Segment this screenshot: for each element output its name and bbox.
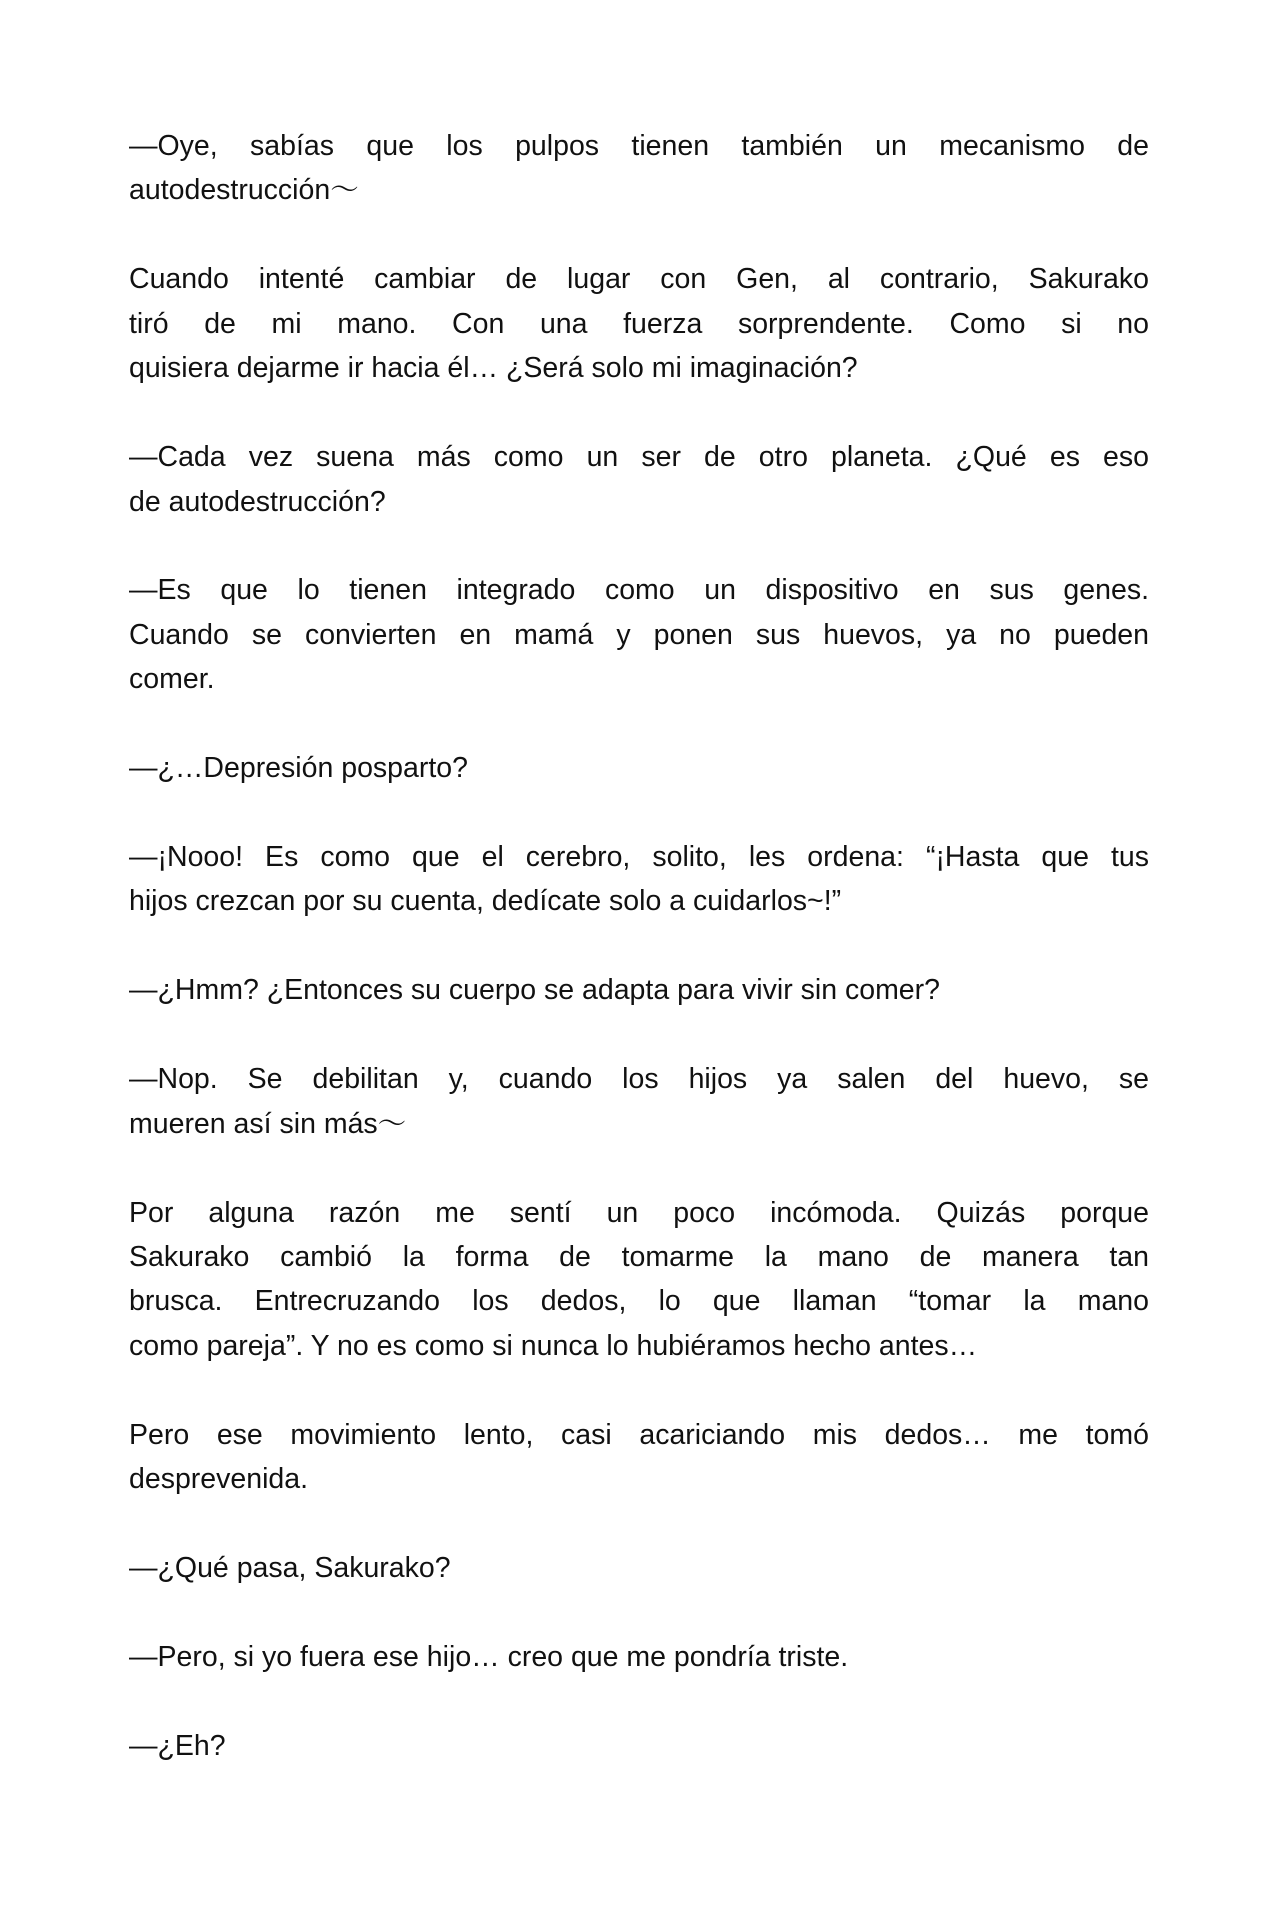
paragraph-3 (129, 435, 1149, 524)
text-line: tiró de mi mano. Con una fuerza sorprendente. Como si no (129, 307, 1149, 340)
paragraph-8 (129, 1057, 1149, 1146)
paragraph-11 (129, 1546, 1149, 1590)
paragraph-9 (129, 1191, 1149, 1369)
text-line: desprevenida. (129, 1463, 309, 1496)
text-line: hijos crezcan por su cuenta, dedícate solo a cuidarlos~!” (129, 885, 842, 918)
paragraph-12 (129, 1635, 1149, 1679)
paragraph-4 (129, 568, 1149, 701)
text-line: Pero ese movimiento lento, casi acariciando mis dedos… me tomó (129, 1418, 1149, 1451)
text-line: —Cada vez suena más como un ser de otro planeta. ¿Qué es eso (129, 441, 1149, 474)
paragraph-13 (129, 1724, 1149, 1768)
text-line: brusca. Entrecruzando los dedos, lo que llaman “tomar la mano (129, 1285, 1149, 1318)
text-line: Cuando intenté cambiar de lugar con Gen, al contrario, Sakurako (129, 263, 1149, 296)
text-line: —Es que lo tienen integrado como un dispositivo en sus genes. (129, 574, 1149, 607)
text-line: —¿Eh? (129, 1729, 226, 1762)
text-line: Por alguna razón me sentí un poco incómoda. Quizás porque (129, 1196, 1149, 1229)
document-page (129, 124, 1149, 1768)
text-line: —Nop. Se debilitan y, cuando los hijos ya salen del huevo, se (129, 1063, 1149, 1096)
text-line: —¡Nooo! Es como que el cerebro, solito, les ordena: “¡Hasta que tus (129, 841, 1149, 873)
text-line: como pareja”. Y no es como si nunca lo hubiéramos hecho antes… (129, 1329, 978, 1362)
paragraph-10 (129, 1413, 1149, 1502)
paragraph-6 (129, 835, 1149, 924)
paragraph-1 (129, 124, 1149, 213)
text-line: —Pero, si yo fuera ese hijo… creo que me pondría triste. (129, 1640, 849, 1673)
text-line: Sakurako cambió la forma de tomarme la mano de manera tan (129, 1240, 1149, 1273)
text-line: Cuando se convierten en mamá y ponen sus huevos, ya no pueden (129, 618, 1149, 651)
text-line: —¿Qué pasa, Sakurako? (129, 1552, 451, 1584)
text-line: —Oye, sabías que los pulpos tienen también un mecanismo de (129, 130, 1149, 162)
text-line: —¿Hmm? ¿Entonces su cuerpo se adapta para vivir sin comer? (129, 974, 940, 1007)
paragraph-2 (129, 257, 1149, 390)
text-line: autodestrucción〜 (129, 174, 359, 207)
text-line: de autodestrucción? (129, 485, 386, 518)
text-line: quisiera dejarme ir hacia él… ¿Será solo mi imaginación? (129, 352, 858, 385)
paragraph-5 (129, 746, 1149, 790)
text-line: comer. (129, 663, 215, 696)
paragraph-7 (129, 968, 1149, 1012)
text-line: —¿…Depresión posparto? (129, 752, 468, 785)
text-line: mueren así sin más〜 (129, 1107, 407, 1140)
